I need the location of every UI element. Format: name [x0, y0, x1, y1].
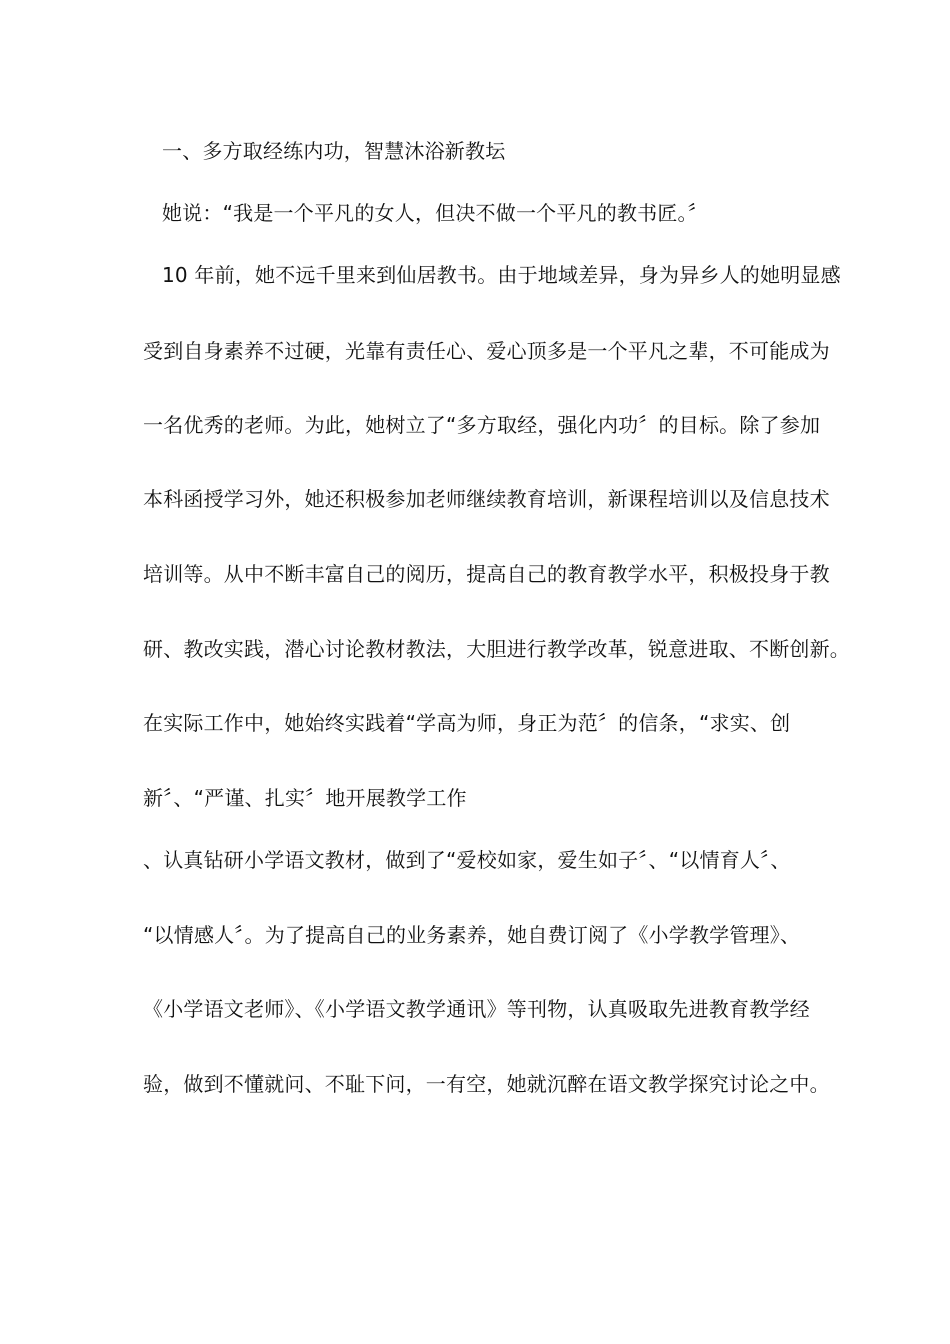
paragraph-line: 本科函授学习外，她还积极参加老师继续教育培训，新课程培训以及信息技术	[143, 487, 830, 511]
paragraph-line: 、认真钻研小学语文教材，做到了“爱校如家，爱生如子〞、“以情育人〞、	[143, 848, 791, 872]
paragraph-line: 验，做到不懂就问、不耻下问，一有空，她就沉醉在语文教学探究讨论之中。	[143, 1072, 830, 1096]
paragraph-line: 在实际工作中，她始终实践着“学高为师，身正为范〞的信条，“求实、创	[143, 711, 791, 735]
section-heading: 一、多方取经练内功，智慧沐浴新教坛	[162, 139, 506, 163]
paragraph-line: 《小学语文老师》、《小学语文教学通讯》等刊物，认真吸取先进教育教学经	[143, 997, 810, 1021]
paragraph-line: 新〞、“严谨、扎实〞地开展教学工作	[143, 786, 467, 810]
paragraph-line: 一名优秀的老师。为此，她树立了“多方取经，强化内功〞的目标。除了参加	[143, 413, 821, 437]
paragraph-line: 培训等。从中不断丰富自己的阅历，提高自己的教育教学水平，积极投身于教	[143, 562, 830, 586]
paragraph-line: 受到自身素养不过硬，光靠有责任心、爱心顶多是一个平凡之辈，不可能成为	[143, 339, 830, 363]
paragraph-line: 10 年前，她不远千里来到仙居教书。由于地域差异，身为异乡人的她明显感	[162, 263, 841, 287]
paragraph-line: 研、教改实践，潜心讨论教材教法，大胆进行教学改革，锐意进取、不断创新。	[143, 637, 850, 661]
paragraph-line: 她说：“我是一个平凡的女人，但决不做一个平凡的教书匠。〞	[162, 201, 708, 225]
paragraph-line: “以情感人〞。为了提高自己的业务素养，她自费订阅了《小学教学管理》、	[143, 923, 801, 947]
